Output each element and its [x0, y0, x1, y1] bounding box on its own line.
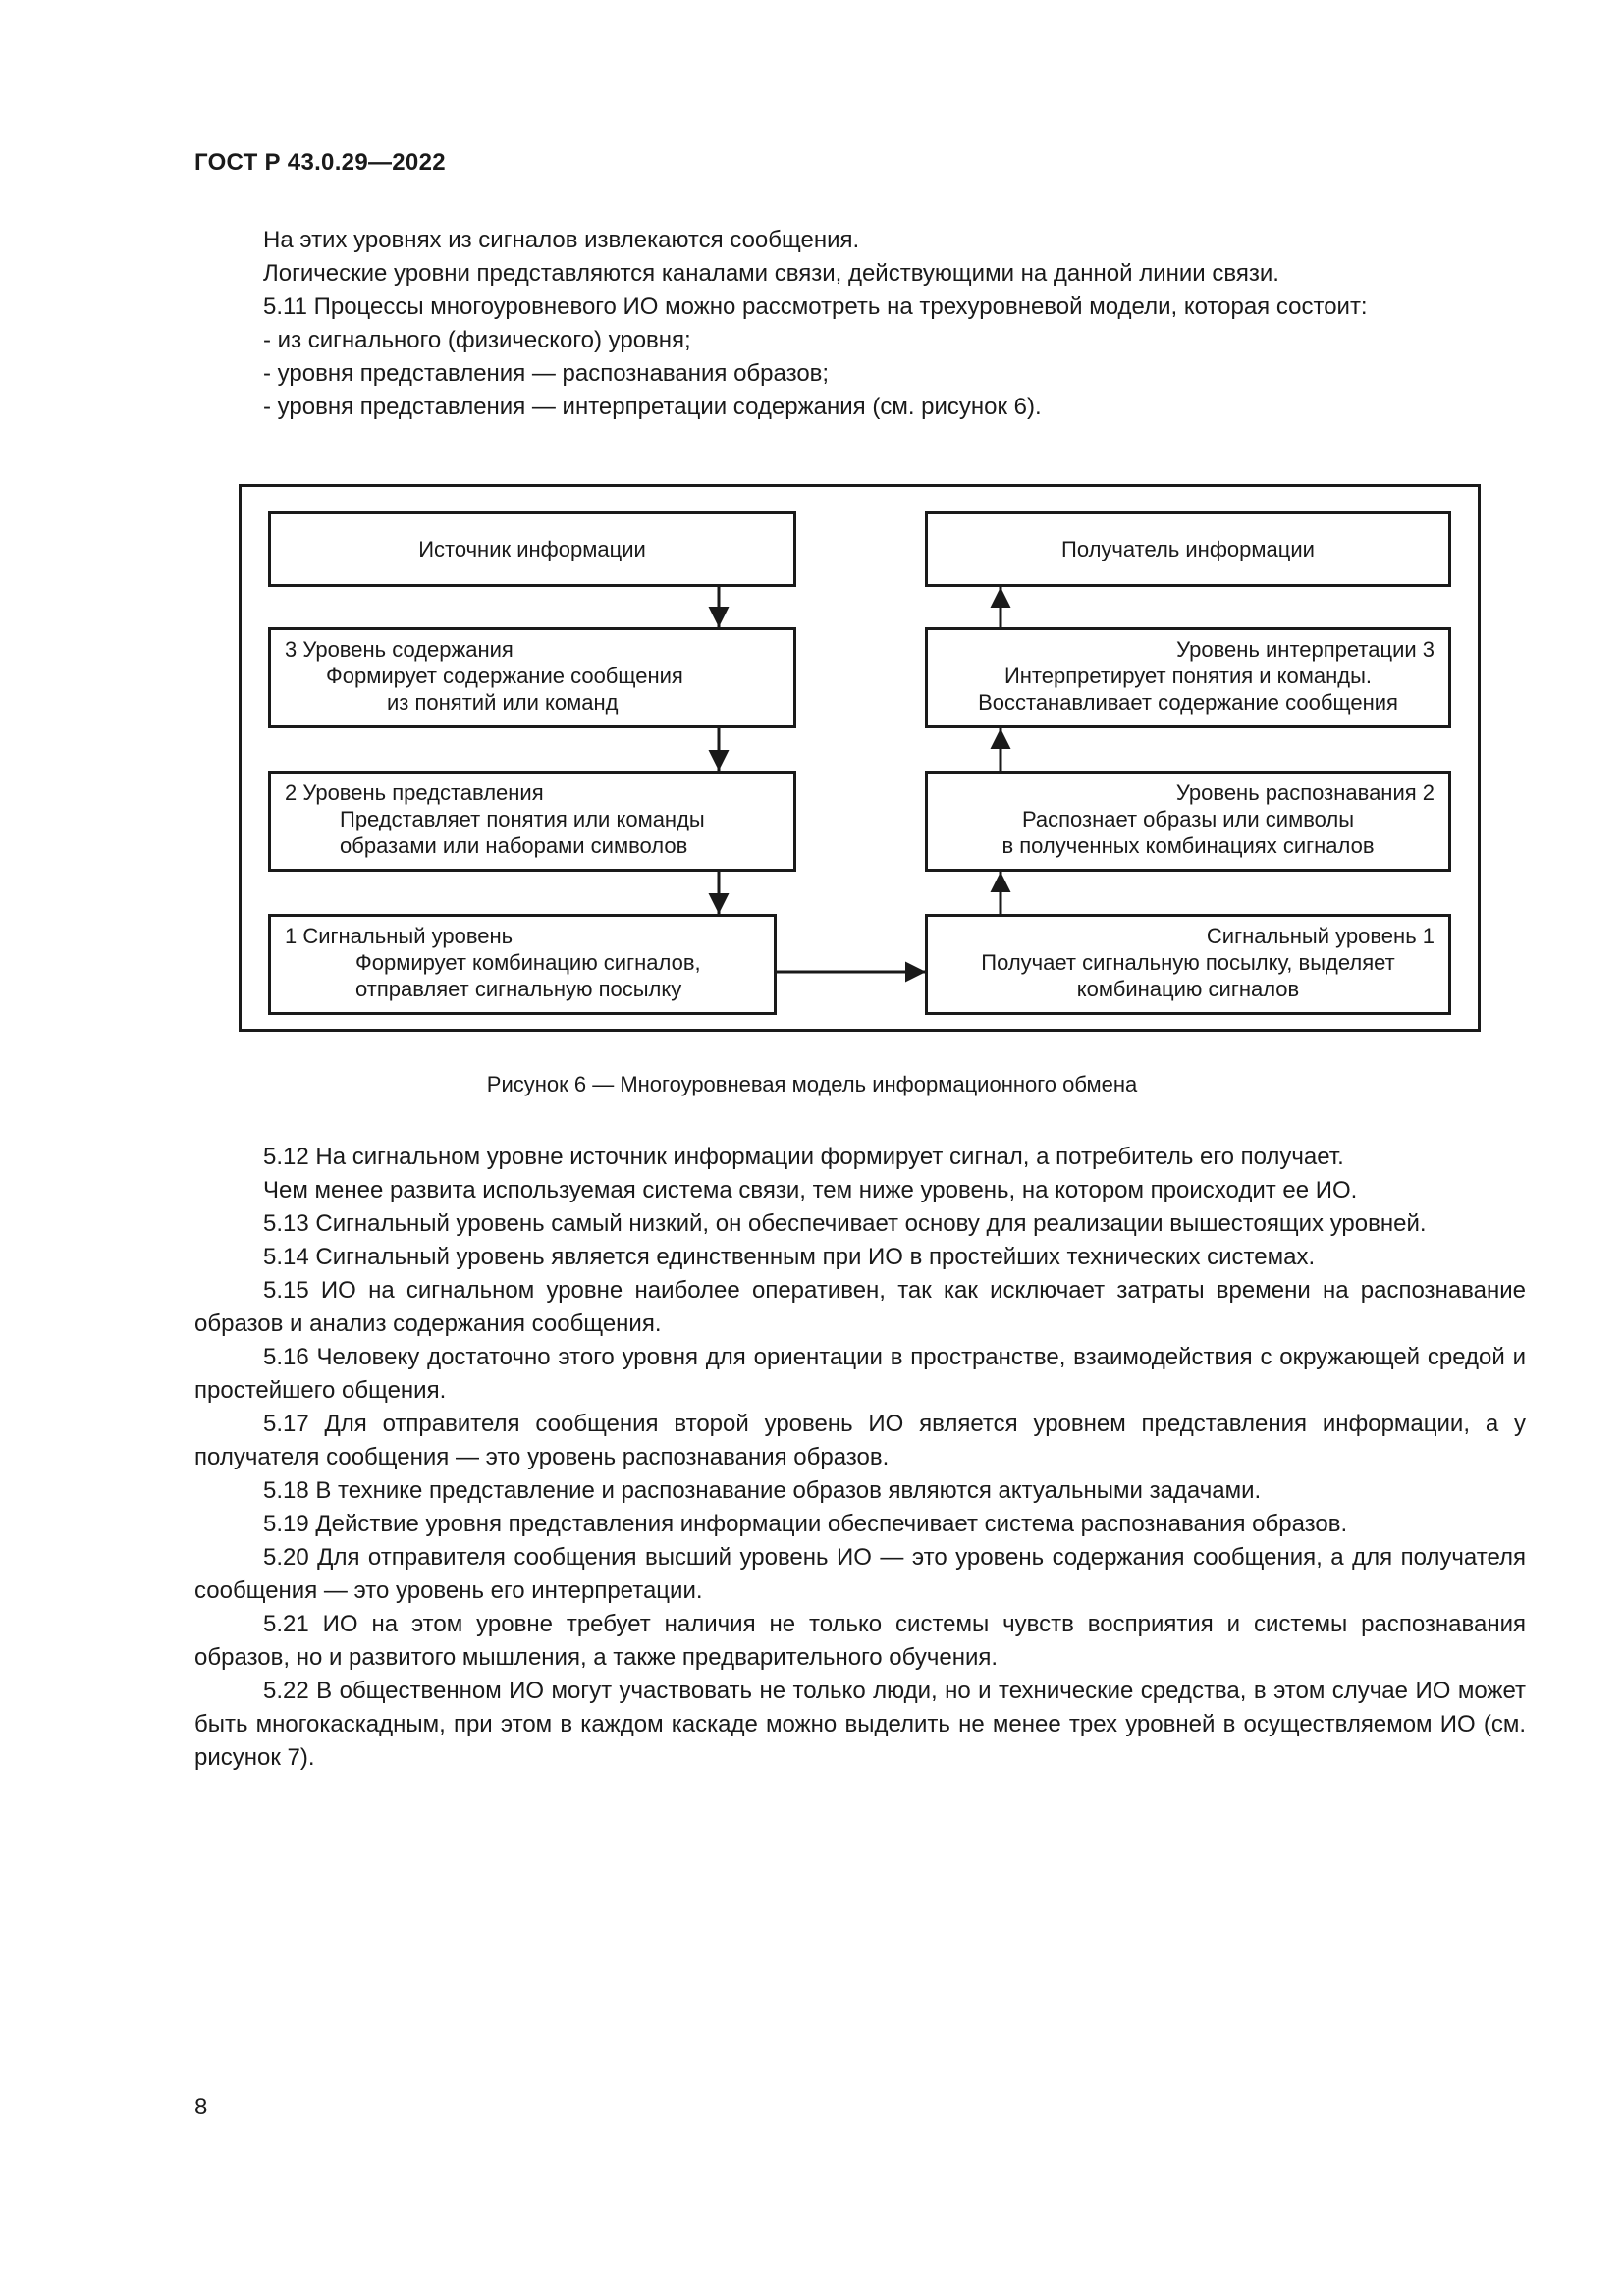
content-level-title: 3 Уровень содержания: [285, 637, 514, 662]
figure-6-diagram: [239, 484, 1481, 1032]
paragraph: 5.22 В общественном ИО могут участвовать не только люди, но и технические средства, в этом случае ИО может быть многокаскадным, при этом в каждом каскаде можно выделить не менее трех уровней в осуществляемом ИО (см. рисунок 7).: [194, 1678, 1526, 1771]
intro-line-2: Логические уровни представляются каналами связи, действующими на данной линии связи.: [263, 260, 1279, 287]
representation-level-title: 2 Уровень представления: [285, 780, 544, 805]
content-level-line: Формирует содержание сообщения: [326, 664, 683, 688]
representation-level-line: образами или наборами символов: [340, 833, 688, 858]
signal-level-left-line: отправляет сигнальную посылку: [355, 977, 682, 1001]
paragraph: 5.12 На сигнальном уровне источник информации формирует сигнал, а потребитель его получает.: [263, 1144, 1344, 1170]
signal-level-right-line: комбинацию сигналов: [1076, 977, 1300, 1001]
interpretation-level-line: Интерпретирует понятия и команды.: [1003, 664, 1373, 688]
content-level-line: из понятий или команд: [387, 690, 619, 715]
paragraph: 5.21 ИО на этом уровне требует наличия не только системы чувств восприятия и системы распознавания образов, но и развитого мышления, а также предварительного обучения.: [194, 1611, 1526, 1671]
paragraph: 5.15 ИО на сигнальном уровне наиболее оперативен, так как исключает затраты времени на распознавание образов и анализ содержания сообщения.: [194, 1277, 1526, 1337]
paragraph: 5.16 Человеку достаточно этого уровня для ориентации в пространстве, взаимодействия с окружающей средой и простейшего общения.: [194, 1344, 1526, 1404]
content-level-box: [268, 627, 796, 728]
receiver-label: Получатель информации: [1061, 537, 1315, 561]
paragraph: 5.13 Сигнальный уровень самый низкий, он обеспечивает основу для реализации вышестоящих уровней.: [263, 1210, 1427, 1237]
paragraph: 5.19 Действие уровня представления информации обеспечивает система распознавания образов.: [263, 1511, 1348, 1537]
page-number: 8: [194, 2094, 208, 2120]
recognition-level-box: [925, 771, 1451, 872]
signal-level-left-line: Формирует комбинацию сигналов,: [355, 950, 701, 975]
interpretation-level-box: [925, 627, 1451, 728]
source-label: Источник информации: [418, 537, 646, 561]
representation-level-box: [268, 771, 796, 872]
body-section: [194, 1141, 1526, 1775]
list-item: - уровня представления — распознавания образов;: [263, 360, 830, 387]
signal-level-left-box: [268, 914, 777, 1015]
paragraph: 5.18 В технике представление и распознавание образов являются актуальными задачами.: [263, 1477, 1262, 1504]
figure-caption: Рисунок 6 — Многоуровневая модель информационного обмена: [486, 1072, 1138, 1096]
paragraph: 5.14 Сигнальный уровень является единственным при ИО в простейших технических системах.: [263, 1244, 1316, 1270]
interpretation-level-line: Восстанавливает содержание сообщения: [978, 690, 1398, 715]
signal-level-right-line: Получает сигнальную посылку, выделяет: [981, 950, 1395, 975]
recognition-level-line: в полученных комбинациях сигналов: [1001, 833, 1375, 858]
recognition-level-title: Уровень распознавания 2: [1175, 780, 1435, 805]
source-box: [268, 511, 796, 587]
paragraph: 5.20 Для отправителя сообщения высший уровень ИО — это уровень содержания сообщения, а для получателя сообщения — это уровень его интерпретации.: [194, 1544, 1526, 1604]
paragraph-5-11: 5.11 Процессы многоуровневого ИО можно рассмотреть на трехуровневой модели, которая состоит:: [263, 294, 1368, 320]
list-item: - уровня представления — интерпретации содержания (см. рисунок 6).: [263, 394, 1042, 420]
signal-level-right-box: [925, 914, 1451, 1015]
recognition-level-line: Распознает образы или символы: [1021, 807, 1355, 831]
representation-level-line: Представляет понятия или команды: [340, 807, 705, 831]
signal-level-left-title: 1 Сигнальный уровень: [285, 924, 514, 948]
interpretation-level-title: Уровень интерпретации 3: [1176, 637, 1435, 662]
intro-section: [194, 224, 1526, 424]
receiver-box: [925, 511, 1451, 587]
list-item: - из сигнального (физического) уровня;: [263, 327, 691, 353]
signal-level-right-title: Сигнальный уровень 1: [1206, 924, 1435, 948]
paragraph: 5.17 Для отправителя сообщения второй уровень ИО является уровнем представления информации, а у получателя сообщения — это уровень распознавания образов.: [194, 1411, 1526, 1470]
intro-line-1: На этих уровнях из сигналов извлекаются сообщения.: [263, 227, 860, 253]
paragraph: Чем менее развита используемая система связи, тем ниже уровень, на котором происходит ее ИО.: [263, 1177, 1358, 1203]
document-header: ГОСТ Р 43.0.29—2022: [194, 149, 446, 176]
